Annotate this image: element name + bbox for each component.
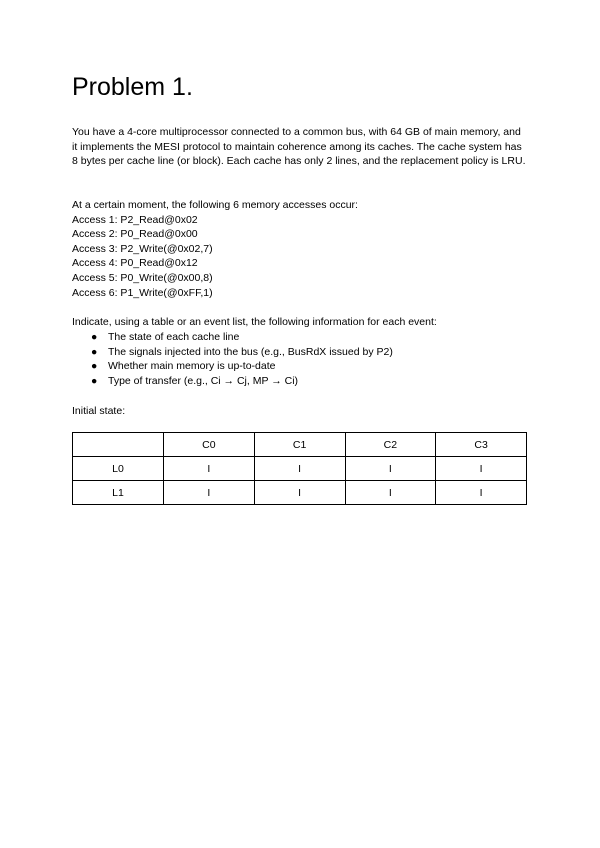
table-cell: I: [345, 457, 436, 481]
row-header: L0: [73, 457, 164, 481]
column-header: C0: [164, 433, 255, 457]
table-row: [73, 457, 527, 481]
row-header: L1: [73, 481, 164, 505]
table-cell: I: [254, 457, 345, 481]
table-row: [73, 481, 527, 505]
requirements-list: [72, 330, 393, 388]
table-corner-cell: [73, 433, 164, 457]
table-cell: I: [164, 457, 255, 481]
instructions-text: Indicate, using a table or an event list, the following information for each event:: [72, 316, 437, 328]
list-item: [72, 374, 393, 389]
access-item: Access 3: P2_Write(@0x02,7): [72, 242, 213, 255]
page-title: Problem 1.: [72, 73, 193, 101]
list-item: [72, 330, 393, 345]
bullet-icon: ●: [91, 360, 98, 373]
access-item: Access 5: P0_Write(@0x00,8): [72, 271, 213, 284]
access-list-intro: At a certain moment, the following 6 memory accesses occur:: [72, 199, 358, 211]
bullet-icon: ●: [91, 374, 98, 387]
list-item: [72, 345, 393, 360]
bullet-icon: ●: [91, 331, 98, 343]
table-cell: I: [345, 481, 436, 505]
list-item-text: Whether main memory is up-to-date: [108, 360, 276, 373]
list-item-text: Type of transfer (e.g., Ci → Cj, MP → Ci): [108, 374, 299, 387]
column-header: C3: [436, 433, 527, 457]
access-list: [72, 198, 528, 300]
table-cell: I: [164, 481, 255, 505]
list-item: [72, 359, 393, 374]
table-cell: I: [254, 481, 345, 505]
access-item: Access 4: P0_Read@0x12: [72, 257, 198, 270]
access-item: Access 1: P2_Read@0x02: [72, 213, 198, 226]
table-header-row: [73, 433, 527, 457]
table-cell: I: [436, 457, 527, 481]
initial-state-label: Initial state:: [72, 405, 126, 417]
column-header: C2: [345, 433, 436, 457]
cache-state-table: [72, 432, 527, 505]
access-item: Access 6: P1_Write(@0xFF,1): [72, 286, 213, 299]
list-item-text: The signals injected into the bus (e.g., BusRdX issued by P2): [108, 345, 393, 358]
table-cell: I: [436, 481, 527, 505]
bullet-icon: ●: [91, 345, 98, 358]
column-header: C1: [254, 433, 345, 457]
access-item: Access 2: P0_Read@0x00: [72, 228, 198, 241]
problem-description: You have a 4-core multiprocessor connected to a common bus, with 64 GB of main memory, and it implements the MESI protocol to maintain coherence among its caches. The cache system has 8 bytes per cache line (or block). Each cache has only 2 lines, and the replacement policy is LRU.: [72, 126, 526, 168]
list-item-text: The state of each cache line: [108, 331, 240, 343]
